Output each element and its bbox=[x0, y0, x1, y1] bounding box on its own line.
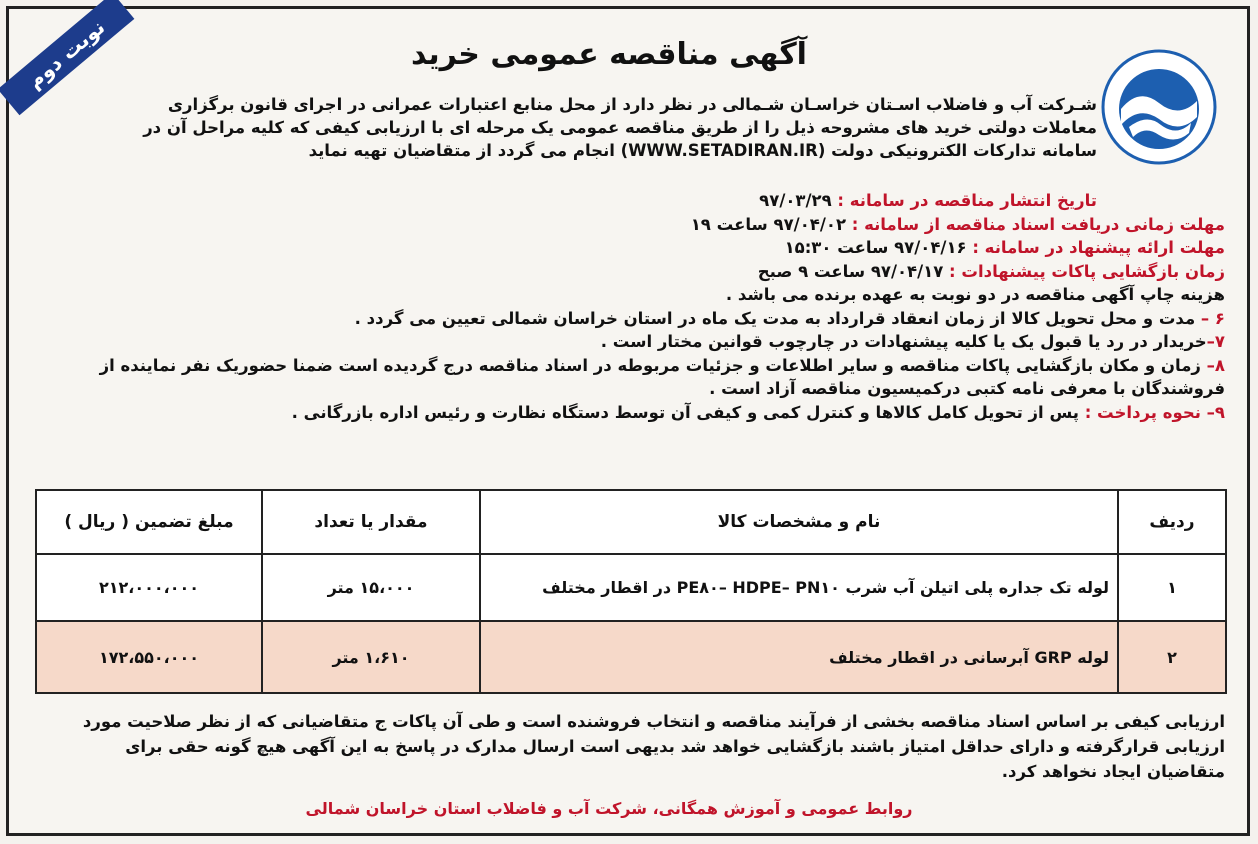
tender-notice bbox=[6, 6, 1250, 836]
notice-items bbox=[25, 189, 1225, 424]
cell-quantity: ۱،۶۱۰ متر bbox=[262, 621, 480, 693]
round-badge: نوبت دوم bbox=[0, 0, 134, 115]
date-offer bbox=[25, 236, 1225, 260]
table-row bbox=[36, 621, 1226, 693]
payment-text: پس از تحویل کامل کالاها و کنترل کمی و کیفی آن توسط دستگاه نظارت و رئیس اداره بازرگانی . bbox=[291, 402, 1079, 422]
intro-line: سامانه تدارکات الکترونیکی دولت (WWW.SETADIRAN.IR) انجام می گردد از متقاضیان تهیه نماید bbox=[308, 141, 1097, 160]
footer-line: متقاضیان ایجاد نخواهد کرد. bbox=[1001, 762, 1225, 781]
date-label: مهلت ارائه پیشنهاد در سامانه : bbox=[972, 238, 1225, 257]
cell-quantity: ۱۵،۰۰۰ متر bbox=[262, 554, 480, 621]
date-value: ۹۷/۰۳/۲۹ bbox=[759, 191, 832, 210]
clause-text: زمان و مکان بازگشایی پاکات مناقصه و سایر اطلاعات و جزئیات مربوطه در اسناد مناقصه درج گردیده است ضمنا حضوریک نفر نماینده از bbox=[99, 355, 1201, 375]
date-label: تاریخ انتشار مناقصه در سامانه : bbox=[837, 191, 1097, 210]
goods-table bbox=[35, 489, 1227, 694]
date-opening bbox=[25, 260, 1225, 284]
water-company-logo bbox=[1099, 47, 1219, 167]
date-value: ۹۷/۰۴/۰۲ ساعت ۱۹ bbox=[690, 214, 847, 234]
clause-number: ۷– bbox=[1206, 332, 1225, 351]
date-publish bbox=[25, 189, 1097, 213]
footer-line: ارزیابی قرارگرفته و دارای حداقل امتیاز باشند بازگشایی خواهد شد بدیهی است ارسال مدارک در پاسخ به این آگهی هیچ گونه حقی برای bbox=[125, 737, 1225, 756]
cell-goods-name: لوله GRP آبرسانی در اقطار مختلف bbox=[480, 621, 1118, 693]
clause-7 bbox=[25, 330, 1225, 354]
intro-paragraph bbox=[27, 93, 1097, 162]
date-docs bbox=[25, 213, 1225, 237]
clause-8 bbox=[25, 354, 1225, 378]
clause-9 bbox=[25, 401, 1225, 425]
date-value: ۹۷/۰۴/۱۷ ساعت ۹ صبح bbox=[757, 261, 944, 281]
table-header-row bbox=[36, 490, 1226, 554]
footer-line: ارزیابی کیفی بر اساس اسناد مناقصه بخشی از فرآیند مناقصه و انتخاب فروشنده است و طی آن پاکات ج متقاضیانی که از نظر صلاحیت مورد bbox=[82, 712, 1225, 731]
evaluation-note bbox=[25, 709, 1225, 784]
clause-text: خریدار در رد یا قبول یک یا کلیه پیشنهادات در چارچوب قوانین مختار است . bbox=[600, 332, 1207, 351]
date-label: مهلت زمانی دریافت اسناد مناقصه از سامانه : bbox=[851, 214, 1225, 234]
cell-row-number: ۲ bbox=[1118, 621, 1226, 693]
payment-label: ۹– نحوه پرداخت : bbox=[1084, 402, 1225, 422]
header-row-number: ردیف bbox=[1118, 490, 1226, 554]
intro-line: شـرکت آب و فاضلاب اسـتان خراسـان شـمالی در نظر دارد از محل منابع اعتبارات عمرانی در اجرای قانون برگزاری bbox=[167, 95, 1097, 114]
clause-number: ۶ – bbox=[1200, 308, 1225, 328]
clause-text: فروشندگان با معرفی نامه کتبی درکمیسیون مناقصه آزاد است . bbox=[709, 379, 1225, 398]
cell-guarantee-amount: ۱۷۲،۵۵۰،۰۰۰ bbox=[36, 621, 262, 693]
clause-8-continued bbox=[25, 377, 1225, 401]
cost-note: هزینه چاپ آگهی مناقصه در دو نوبت به عهده برنده می باشد . bbox=[725, 285, 1225, 304]
header-guarantee-amount: مبلغ تضمین ( ریال ) bbox=[36, 490, 262, 554]
cell-goods-name: لوله تک جداره پلی اتیلن آب شرب PE۸۰– HDPE– PN۱۰ در اقطار مختلف bbox=[480, 554, 1118, 621]
date-value: ۹۷/۰۴/۱۶ ساعت ۱۵:۳۰ bbox=[784, 238, 967, 257]
clause-number: ۸– bbox=[1206, 355, 1225, 375]
header-goods-name: نام و مشخصات کالا bbox=[480, 490, 1118, 554]
notice-title: آگهی مناقصه عمومی خرید bbox=[411, 37, 807, 72]
date-label: زمان بازگشایی پاکات پیشنهادات : bbox=[949, 261, 1225, 281]
clause-text: مدت و محل تحویل کالا از زمان انعقاد قرارداد به مدت یک ماه در استان خراسان شمالی تعیین می گردد . bbox=[354, 308, 1196, 328]
intro-line: معاملات دولتی خرید های مشروحه ذیل را از طریق مناقصه عمومی یک مرحله ای با ارزیابی کیفی که کلیه مراحل آن در bbox=[143, 118, 1097, 137]
clause-6 bbox=[25, 307, 1225, 331]
public-relations-signature: روابط عمومی و آموزش همگانی، شرکت آب و فاضلاب استان خراسان شمالی bbox=[305, 799, 913, 818]
header-quantity: مقدار یا تعداد bbox=[262, 490, 480, 554]
table-row bbox=[36, 554, 1226, 621]
cell-guarantee-amount: ۲۱۲،۰۰۰،۰۰۰ bbox=[36, 554, 262, 621]
cell-row-number: ۱ bbox=[1118, 554, 1226, 621]
